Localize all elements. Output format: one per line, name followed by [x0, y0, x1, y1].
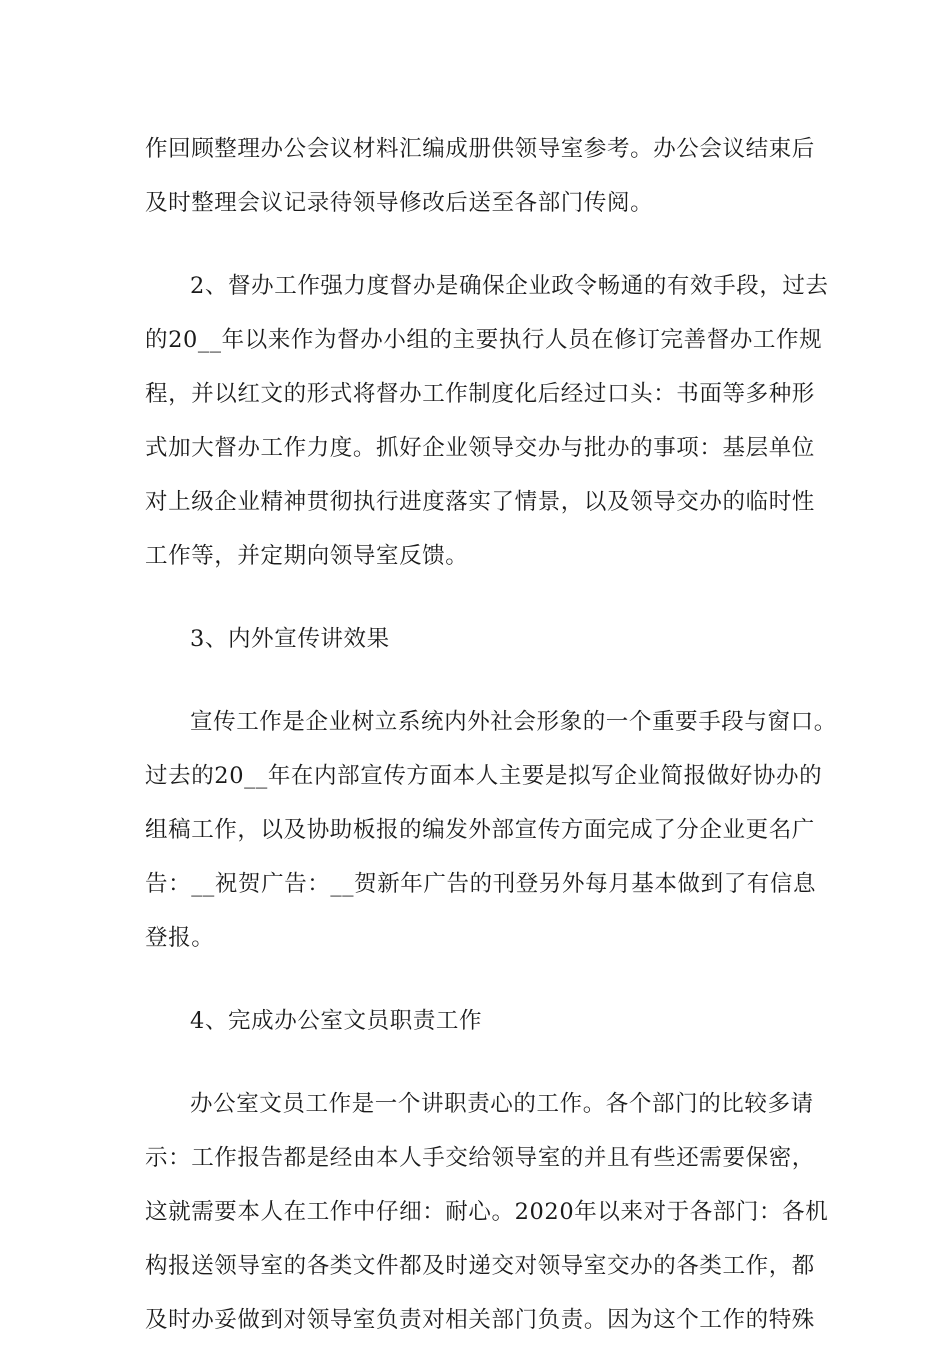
text-line: 及时办妥做到对领导室负责对相关部门负责。因为这个工作的特殊: [145, 1307, 815, 1333]
text-line: 2、督办工作强力度督办是确保企业政令畅通的有效手段，过去: [190, 273, 829, 299]
heading-line: 4、完成办公室文员职责工作: [190, 1008, 483, 1034]
text-line: 工作等，并定期向领导室反馈。: [145, 543, 469, 569]
heading-line: 3、内外宣传讲效果: [190, 626, 390, 652]
text-line: 宣传工作是企业树立系统内外社会形象的一个重要手段与窗口。: [190, 709, 837, 735]
text-line: 对上级企业精神贯彻执行进度落实了情景，以及领导交办的临时性: [145, 489, 815, 515]
section-heading-4: [145, 994, 805, 1048]
text-line: 构报送领导室的各类文件都及时递交对领导室交办的各类工作，都: [145, 1253, 815, 1279]
paragraph-4: [145, 695, 837, 965]
text-line: 作回顾整理办公会议材料汇编成册供领导室参考。办公会议结束后: [145, 136, 815, 162]
text-line: 办公室文员工作是一个讲职责心的工作。各个部门的比较多请: [190, 1091, 814, 1117]
text-line: 及时整理会议记录待领导修改后送至各部门传阅。: [145, 190, 654, 216]
section-heading-3: [145, 612, 805, 666]
text-line: 组稿工作，以及协助板报的编发外部宣传方面完成了分企业更名广: [145, 817, 815, 843]
text-line: 的20__年以来作为督办小组的主要执行人员在修订完善督办工作规: [145, 327, 823, 353]
paragraph-6: [145, 1077, 829, 1347]
text-line: 这就需要本人在工作中仔细：耐心。2020年以来对于各部门：各机: [145, 1199, 829, 1225]
text-line: 程，并以红文的形式将督办工作制度化后经过口头：书面等多种形: [145, 381, 815, 407]
text-line: 登报。: [145, 925, 215, 951]
document-body: [145, 122, 837, 1347]
paragraph-2: [145, 259, 829, 583]
paragraph-1: [145, 122, 815, 230]
text-line: 式加大督办工作力度。抓好企业领导交办与批办的事项：基层单位: [145, 435, 815, 461]
text-line: 告：__祝贺广告：__贺新年广告的刊登另外每月基本做到了有信息: [145, 871, 817, 897]
text-line: 过去的20__年在内部宣传方面本人主要是拟写企业简报做好协办的: [145, 763, 823, 789]
text-line: 示：工作报告都是经由本人手交给领导室的并且有些还需要保密，: [145, 1145, 815, 1171]
